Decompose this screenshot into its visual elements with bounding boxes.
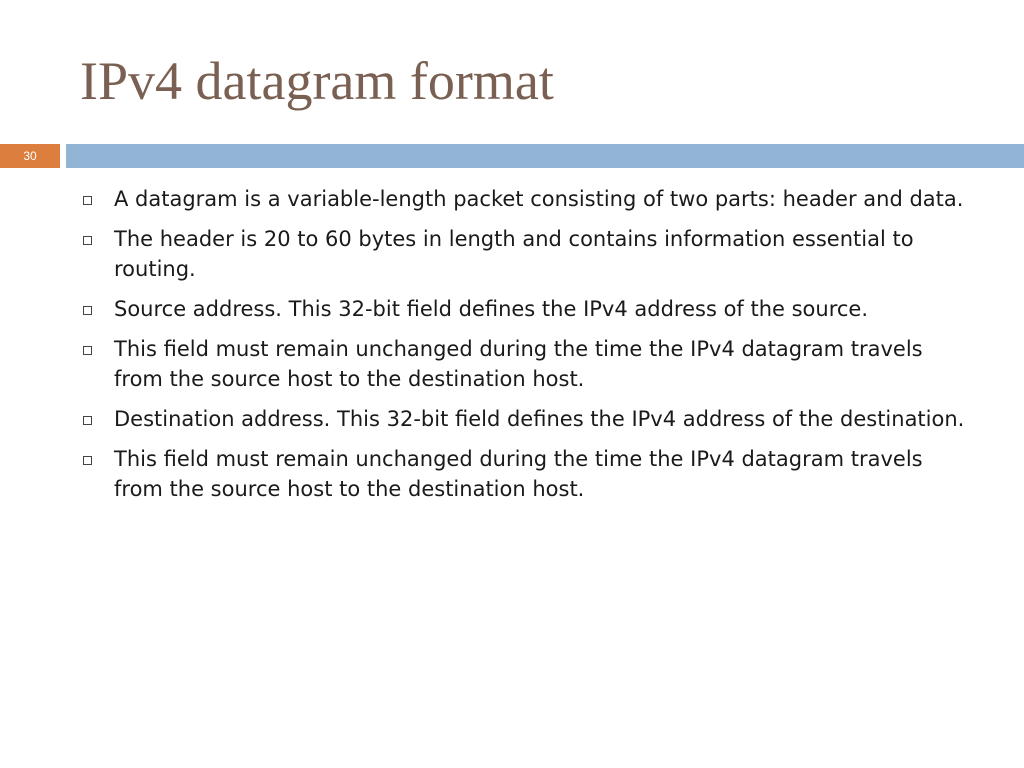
hollow-square-bullet-icon (76, 334, 114, 364)
header-rule-bar (66, 144, 1024, 168)
slide-title: IPv4 datagram format (80, 51, 554, 111)
bullet-text: This field must remain unchanged during the time the IPv4 datagram travels from the source host to the destination host. (114, 447, 923, 501)
bullet-item (76, 294, 976, 324)
bullet-item (76, 404, 976, 434)
bullet-item (76, 334, 976, 394)
bullet-item (76, 224, 976, 284)
bullet-text: Destination address. This 32-bit field defines the IPv4 address of the destination. (114, 407, 965, 431)
hollow-square-bullet-icon (76, 224, 114, 254)
hollow-square-bullet-icon (76, 184, 114, 214)
hollow-square-bullet-icon (76, 444, 114, 474)
bullet-list (76, 184, 976, 514)
bullet-text: The header is 20 to 60 bytes in length and contains information essential to routing. (114, 227, 914, 281)
bullet-item (76, 184, 976, 214)
bullet-text: A datagram is a variable-length packet consisting of two parts: header and data. (114, 187, 964, 211)
bullet-text: This field must remain unchanged during the time the IPv4 datagram travels from the source host to the destination host. (114, 337, 923, 391)
bullet-text: Source address. This 32-bit field defines the IPv4 address of the source. (114, 297, 869, 321)
hollow-square-bullet-icon (76, 404, 114, 434)
hollow-square-bullet-icon (76, 294, 114, 324)
slide-number-badge: 30 (0, 144, 60, 168)
bullet-item (76, 444, 976, 504)
